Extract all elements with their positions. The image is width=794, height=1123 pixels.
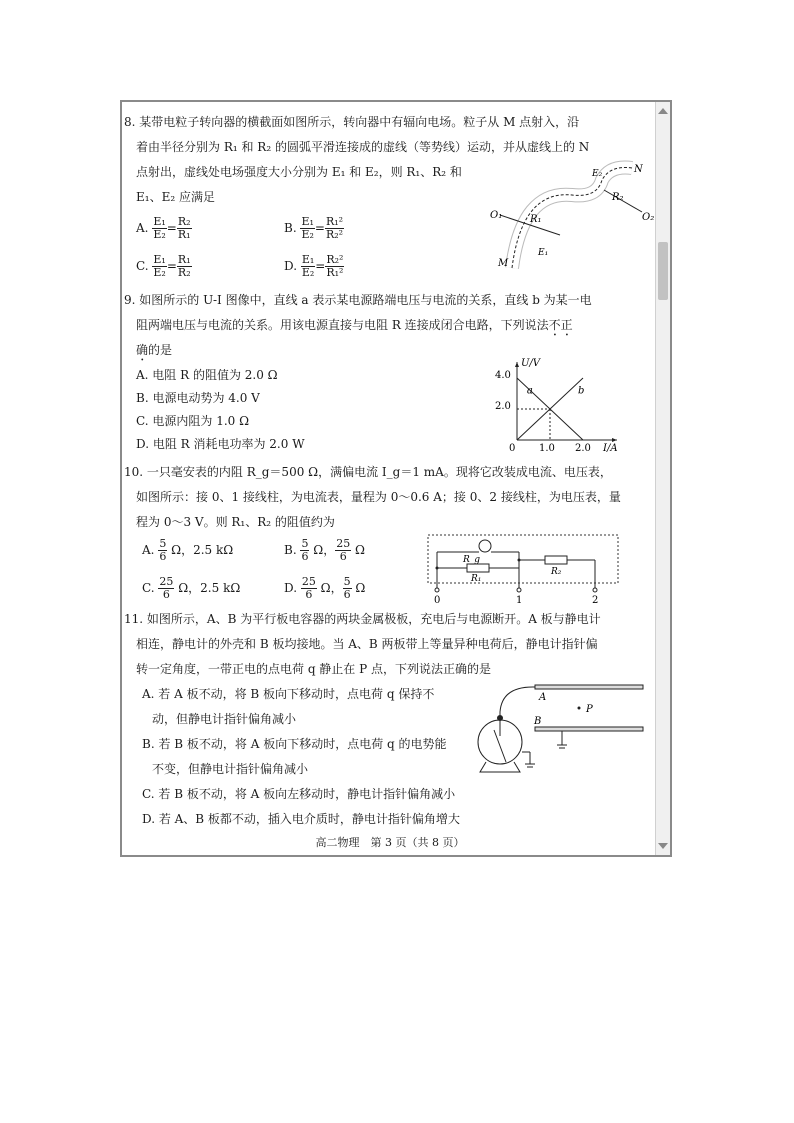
tick-y4: 4.0 (495, 370, 511, 381)
tick-y2: 2.0 (495, 401, 511, 412)
document-viewer (120, 100, 672, 857)
q8-line4: E₁、E₂ 应满足 (136, 190, 215, 204)
r2-label: R₂ (612, 192, 624, 203)
capacitor-electrometer-figure (472, 680, 647, 778)
plate-a-label: A (539, 692, 547, 703)
vertical-scrollbar[interactable] (655, 102, 670, 855)
tick-x2: 2.0 (575, 443, 591, 454)
o2-label: O₂ (642, 212, 655, 223)
q11-line1: 11. 如图所示，A、B 为平行板电容器的两块金属极板，充电后与电源断开。A 板与静电计 (124, 612, 601, 626)
q10-option-b: B. $\frac{5}{6}$ Ω， $\frac{25}{6}$ Ω (284, 537, 365, 563)
r2-label: R₂ (551, 567, 562, 577)
q11-option-a1: A. 若 A 板不动，将 B 板向下移动时，点电荷 q 保持不 (142, 687, 435, 701)
r1-label: R₁ (530, 214, 542, 225)
q8-option-d: D. $\frac{\text{E₁}}{\text{E₂}}$ = $\frac{\text{R₂²}}{\text{R₁²}}$ (284, 253, 344, 279)
point-p-label: P (586, 704, 593, 715)
q8-line1: 8. 某带电粒子转向器的横截面如图所示，转向器中有辐向电场。粒子从 M 点射入，沿 (124, 115, 580, 129)
q8-line2: 着由半径分别为 R₁ 和 R₂ 的圆弧平滑连接成的虚线（等势线）运动，并从虚线上的 N (136, 140, 590, 154)
n-label: N (634, 164, 643, 175)
q9-line3: 确的是 (136, 343, 173, 357)
q10-option-a: A. $\frac{5}{6}$ Ω，2.5 kΩ (142, 537, 234, 563)
q11-line3: 转一定角度，一带正电的点电荷 q 静止在 P 点，下列说法正确的是 (136, 662, 492, 676)
q11-option-a2: 动，但静电计指针偏角减小 (152, 712, 297, 726)
m-label: M (498, 258, 509, 269)
q11-option-c: C. 若 B 板不动，将 A 板向左移动时，静电计指针偏角减小 (142, 787, 456, 801)
page-footer: 高二物理 第 3 页（共 8 页） (315, 836, 465, 849)
terminal-1: 1 (516, 595, 523, 606)
q9-option-d: D. 电阻 R 消耗电功率为 2.0 W (136, 437, 305, 451)
ammeter-circuit (427, 534, 627, 604)
q8-option-c: C. $\frac{\text{E₁}}{\text{E₂}}$ = $\frac{\text{R₁}}{\text{R₂}}$ (136, 253, 191, 279)
q10-line2: 如图所示：接 0、1 接线柱，为电流表，量程为 0～0.6 A；接 0、2 接线柱，为电压表，量 (136, 490, 621, 504)
q10-line1: 10. 一只毫安表的内阻 R_g＝500 Ω，满偏电流 I_g＝1 mA。现将它改装成电流、电压表， (124, 465, 612, 479)
y-axis-label: U/V (521, 358, 541, 369)
q9-line1: 9. 如图所示的 U-I 图像中，直线 a 表示某电源路端电压与电流的关系，直线 b 为某一电 (124, 293, 592, 307)
q8-line3: 点射出，虚线处电场强度大小分别为 E₁ 和 E₂，则 R₁、R₂ 和 (136, 165, 462, 179)
x-axis-label: I/A (603, 443, 618, 454)
series-b-label: b (578, 385, 585, 397)
page-content (122, 102, 658, 855)
q11-line2: 相连，静电计的外壳和 B 板均接地。当 A、B 两板带上等量异种电荷后，静电计指针偏 (136, 637, 598, 651)
q8-option-a: A. $\frac{\text{E₁}}{\text{E₂}}$ = $\frac{\text{R₂}}{\text{R₁}}$ (136, 215, 191, 241)
o1-label: O₁ (490, 210, 503, 221)
terminal-0: 0 (434, 595, 441, 606)
e1-label: E₁ (538, 248, 549, 258)
series-a-label: a (526, 385, 533, 397)
q10-option-d: D. $\frac{25}{6}$ Ω， $\frac{5}{6}$ Ω (284, 575, 366, 601)
q8-option-b: B. $\frac{\text{E₁}}{\text{E₂}}$ = $\frac{\text{R₁²}}{\text{R₂²}}$ (284, 215, 344, 241)
rg-label: R_g (463, 555, 481, 565)
deflector-figure (490, 160, 655, 280)
scroll-down-arrow-icon[interactable] (658, 843, 668, 849)
plate-b-label: B (534, 716, 542, 727)
e2-label: E₂ (592, 169, 603, 179)
q9-option-a: A. 电阻 R 的阻值为 2.0 Ω (136, 368, 278, 382)
q11-option-d: D. 若 A、B 板都不动，插入电介质时，静电计指针偏角增大 (142, 812, 460, 826)
q11-option-b1: B. 若 B 板不动，将 A 板向下移动时，点电荷 q 的电势能 (142, 737, 447, 751)
q9-option-c: C. 电源内阻为 1.0 Ω (136, 414, 250, 428)
u-i-chart (487, 354, 627, 452)
terminal-2: 2 (592, 595, 599, 606)
tick-x1: 1.0 (539, 443, 555, 454)
tick-origin: 0 (509, 443, 516, 454)
q10-line3: 程为 0～3 V。则 R₁、R₂ 的阻值约为 (136, 515, 335, 529)
r1-label: R₁ (471, 574, 482, 584)
q11-option-b2: 不变，但静电计指针偏角减小 (152, 762, 309, 776)
q10-option-c: C. $\frac{25}{6}$ Ω，2.5 kΩ (142, 575, 241, 601)
scrollbar-thumb[interactable] (658, 242, 668, 300)
q9-option-b: B. 电源电动势为 4.0 V (136, 391, 260, 405)
scroll-up-arrow-icon[interactable] (658, 108, 668, 114)
q9-line2: 阻两端电压与电流的关系。用该电源直接与电阻 R 连接成闭合电路，下列说法不正 (136, 318, 573, 332)
